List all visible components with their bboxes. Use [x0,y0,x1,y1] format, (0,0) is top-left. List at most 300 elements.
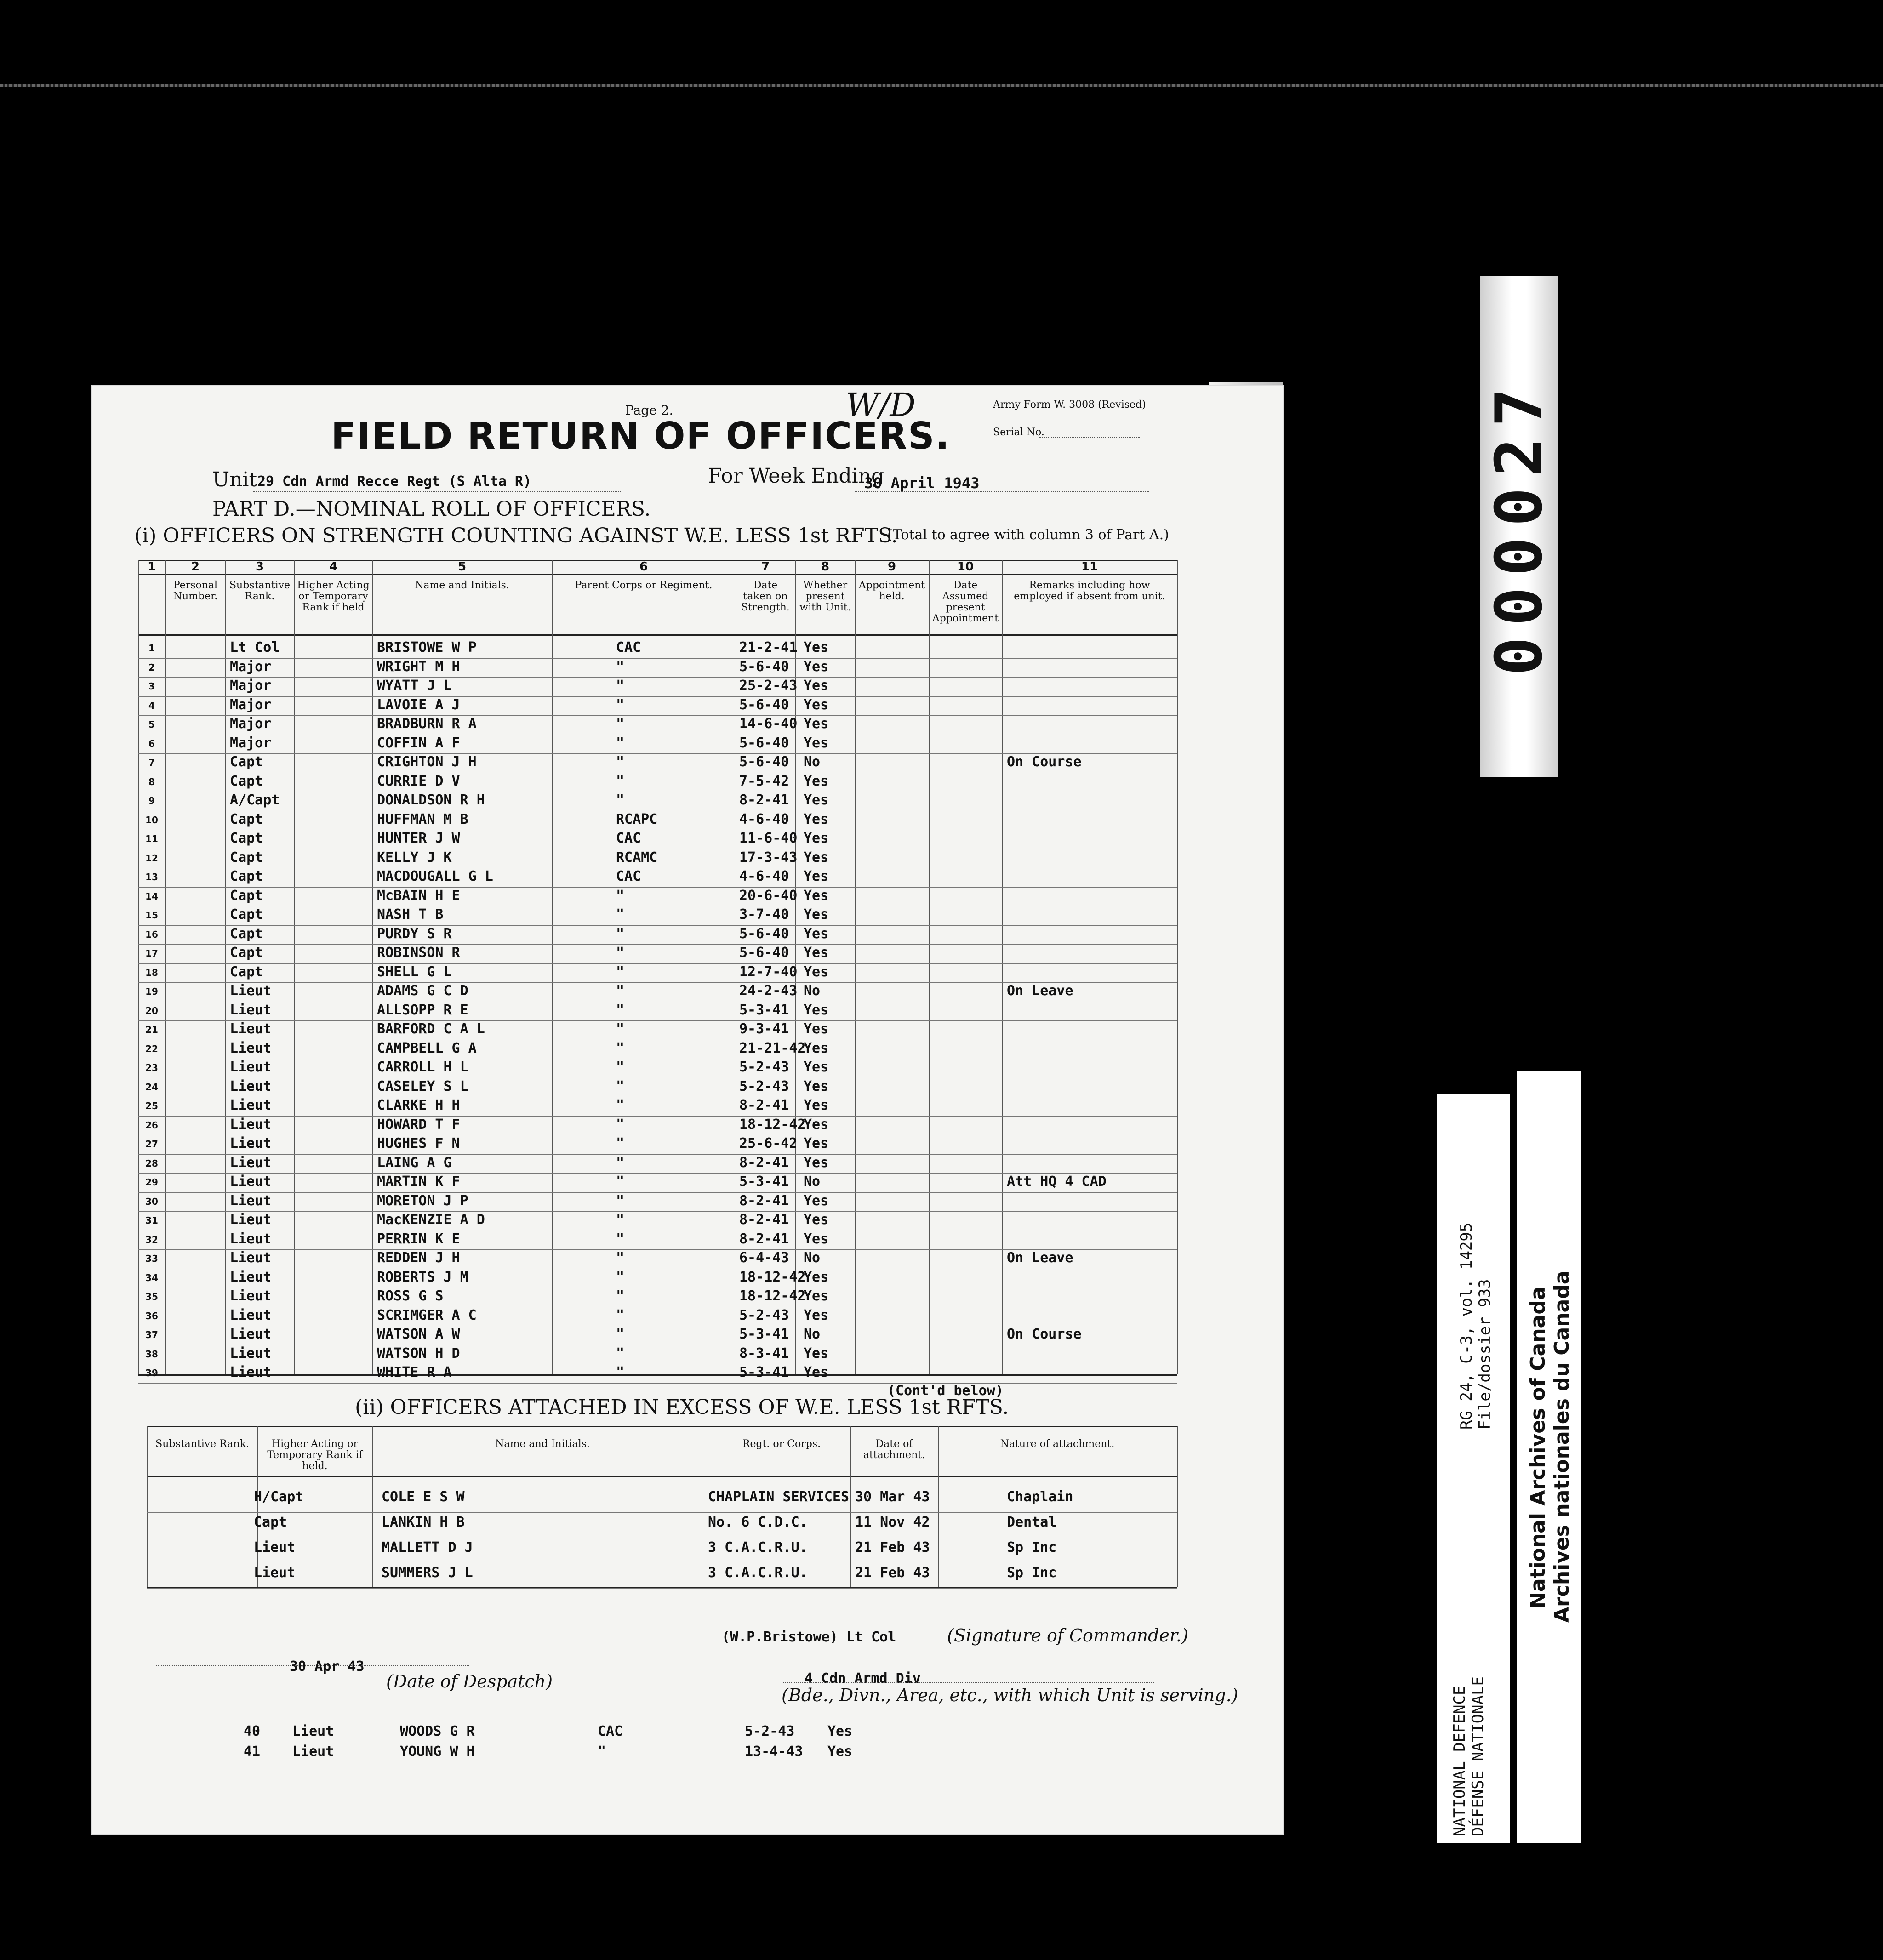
officer-corps: " [616,1059,625,1075]
row-number: 6 [148,738,155,749]
department-fr: DÉFENSE NATIONALE [1469,1676,1487,1836]
date-on-strength: 4-6-40 [739,868,789,884]
officer-corps: CAC [616,868,641,884]
week-ending-value: 30 April 1943 [864,474,980,492]
date-on-strength: 5-3-41 [739,1002,789,1018]
officer-corps: " [616,983,625,999]
date-on-strength: 18-12-42 [739,1269,806,1285]
present-with-unit: Yes [804,1097,829,1113]
table-column-rule [138,560,139,1374]
present-with-unit: Yes [804,658,829,675]
column-header: Appointment held. [858,580,925,602]
column-header: Date taken on Strength. [741,580,790,613]
present-with-unit: Yes [804,639,829,655]
present-with-unit: No [804,1326,821,1342]
section-ii-column-header: Higher Acting or Temporary Rank if held. [267,1438,363,1472]
section-ii-column-header: Regt. or Corps. [742,1438,821,1450]
formation-dots [782,1682,1154,1683]
officer-corps: " [616,678,625,694]
column-header: Personal Number. [173,580,218,602]
row-number: 22 [145,1043,158,1054]
officer-rank: Lieut [292,1723,334,1739]
officer-rank: Lieut [230,1002,272,1018]
present-with-unit: Yes [804,887,829,904]
officer-name: HUNTER J W [377,830,460,846]
row-rule [147,1512,1177,1513]
signature-label: (Signature of Commander.) [947,1625,1188,1646]
attached-corps: 3 C.A.C.R.U. [708,1565,808,1581]
officer-rank: Lieut [230,1116,272,1133]
officer-name: COFFIN A F [377,735,460,751]
officer-name: PERRIN K E [377,1231,460,1247]
row-number: 37 [145,1329,158,1340]
present-with-unit: Yes [804,1307,829,1323]
table-header-rule [138,634,1177,636]
officer-corps: " [616,1002,625,1018]
attached-name: MALLETT D J [382,1539,473,1555]
officer-name: BRISTOWE W P [377,639,477,655]
present-with-unit: Yes [804,1231,829,1247]
attached-rank: Lieut [254,1539,296,1555]
present-with-unit: Yes [804,1345,829,1362]
officer-name: DONALDSON R H [377,792,485,808]
officer-rank: Major [230,658,272,675]
archives-name-fr: Archives nationales du Canada [1550,1271,1574,1623]
column-number: 5 [457,560,467,574]
present-with-unit: Yes [804,868,829,884]
officer-name: BRADBURN R A [377,716,477,732]
officer-name: KELLY J K [377,849,452,866]
continued-note: (Cont'd below) [887,1383,1004,1399]
table-bottom-rule [138,1374,1177,1376]
attachment-date: 11 Nov 42 [855,1514,930,1530]
date-on-strength: 13-4-43 [745,1743,803,1760]
officer-corps: " [616,887,625,904]
attached-rank: Capt [254,1514,287,1530]
date-on-strength: 8-2-41 [739,1154,789,1171]
officer-name: WRIGHT M H [377,658,460,675]
officer-rank: Capt [230,830,263,846]
present-with-unit: Yes [804,1040,829,1056]
present-with-unit: No [804,1174,821,1190]
present-with-unit: Yes [804,830,829,846]
table-column-rule [1177,560,1178,1374]
date-on-strength: 20-6-40 [739,887,798,904]
officer-rank: Capt [230,963,263,980]
column-number: 3 [255,560,264,574]
attachment-nature: Sp Inc [1007,1565,1057,1581]
row-number: 17 [145,948,158,959]
officer-corps: CAC [616,639,641,655]
date-on-strength: 24-2-43 [739,983,798,999]
officer-rank: Lt Col [230,639,280,655]
attached-name: SUMMERS J L [382,1565,473,1581]
present-with-unit: Yes [804,1135,829,1151]
section-ii-top-rule [147,1426,1177,1427]
officer-corps: CAC [616,830,641,846]
officer-rank: A/Capt [230,792,280,808]
officer-corps: " [616,1250,625,1266]
officer-rank: Major [230,678,272,694]
date-on-strength: 5-6-40 [739,735,789,751]
row-number: 36 [145,1310,158,1322]
row-number: 12 [145,852,158,864]
date-on-strength: 4-6-40 [739,811,789,827]
attached-rank: H/Capt [254,1489,304,1505]
officer-name: WATSON H D [377,1345,460,1362]
present-with-unit: Yes [804,849,829,866]
present-with-unit: Yes [804,963,829,980]
row-rule [138,715,1177,716]
officer-rank: Capt [230,811,263,827]
row-rule [138,658,1177,659]
row-rule [138,944,1177,945]
row-rule [138,1211,1177,1212]
row-number: 34 [145,1272,158,1283]
present-with-unit: No [804,754,821,770]
officer-name: YOUNG W H [400,1743,475,1760]
present-with-unit: Yes [804,1212,829,1228]
row-number: 39 [145,1367,158,1379]
column-number: 2 [191,560,200,574]
date-on-strength: 8-2-41 [739,1097,789,1113]
date-on-strength: 6-4-43 [739,1250,789,1266]
date-on-strength: 8-3-41 [739,1345,789,1362]
officer-rank: Lieut [230,1212,272,1228]
present-with-unit: Yes [804,811,829,827]
date-on-strength: 7-5-42 [739,773,789,789]
attached-corps: 3 C.A.C.R.U. [708,1539,808,1555]
officer-name: ROBERTS J M [377,1269,468,1285]
commander-signature: (W.P.Bristowe) Lt Col [722,1629,896,1645]
present-with-unit: Yes [804,1059,829,1075]
present-with-unit: Yes [827,1723,853,1739]
present-with-unit: Yes [804,696,829,713]
date-on-strength: 12-7-40 [739,963,798,980]
date-on-strength: 21-2-41 [739,639,798,655]
officer-corps: " [616,1021,625,1037]
officer-corps: " [616,1269,625,1285]
attached-corps: No. 6 C.D.C. [708,1514,808,1530]
officer-corps: " [616,1174,625,1190]
handwritten-note: W/D [846,386,916,424]
officer-rank: Lieut [230,1174,272,1190]
section-ii-column-header: Substantive Rank. [155,1438,249,1450]
row-rule [138,963,1177,964]
officer-name: HUFFMAN M B [377,811,468,827]
officer-corps: " [616,1345,625,1362]
officer-rank: Lieut [230,983,272,999]
present-with-unit: Yes [804,1002,829,1018]
officer-name: LAING A G [377,1154,452,1171]
officer-rank: Lieut [230,1250,272,1266]
officer-corps: " [598,1743,606,1760]
officer-corps: " [616,963,625,980]
officer-rank: Capt [230,754,263,770]
officer-name: CLARKE H H [377,1097,460,1113]
officer-corps: RCAPC [616,811,658,827]
officer-rank: Lieut [230,1345,272,1362]
form-number: Army Form W. 3008 (Revised) [993,399,1146,410]
officer-name: MARTIN K F [377,1174,460,1190]
officer-corps: " [616,1135,625,1151]
attachment-date: 21 Feb 43 [855,1565,930,1581]
row-number: 15 [145,910,158,921]
date-on-strength: 5-3-41 [739,1174,789,1190]
row-number: 32 [145,1234,158,1245]
officer-name: SHELL G L [377,963,452,980]
officer-rank: Major [230,735,272,751]
officer-corps: " [616,1212,625,1228]
officer-remarks: Att HQ 4 CAD [1007,1174,1107,1190]
table-column-rule [372,560,373,1374]
date-on-strength: 9-3-41 [739,1021,789,1037]
date-on-strength: 17-3-43 [739,849,798,866]
officer-name: MACDOUGALL G L [377,868,493,884]
officer-rank: Lieut [230,1192,272,1209]
row-number: 16 [145,929,158,940]
officer-remarks: On Course [1007,1326,1082,1342]
attachment-date: 30 Mar 43 [855,1489,930,1505]
officer-rank: Lieut [230,1059,272,1075]
page-number: Page 2. [625,403,673,418]
column-number: 9 [887,560,896,574]
officer-rank: Capt [230,925,263,942]
row-rule [138,1116,1177,1117]
table-column-rule [1002,560,1003,1374]
officer-rank: Lieut [292,1743,334,1760]
column-header: Parent Corps or Regiment. [575,580,713,591]
row-number: 2 [148,661,155,673]
row-number: 18 [145,967,158,978]
officer-name: ROBINSON R [377,945,460,961]
officer-name: WOODS G R [400,1723,475,1739]
column-number: 4 [329,560,338,574]
officer-name: WATSON A W [377,1326,460,1342]
section-ii-column-header: Name and Initials. [495,1438,590,1450]
officer-corps: " [616,1154,625,1171]
attachment-nature: Chaplain [1007,1489,1073,1505]
officer-remarks: On Leave [1007,983,1073,999]
present-with-unit: Yes [804,735,829,751]
officer-rank: Capt [230,773,263,789]
officer-name: PURDY S R [377,925,452,942]
officer-name: CASELEY S L [377,1078,468,1094]
officer-rank: Major [230,696,272,713]
present-with-unit: No [804,983,821,999]
date-on-strength: 5-6-40 [739,925,789,942]
officer-corps: " [616,1231,625,1247]
officer-remarks: On Leave [1007,1250,1073,1266]
despatch-date: 30 Apr 43 [290,1658,365,1675]
row-number: 19 [145,986,158,997]
officer-name: MacKENZIE A D [377,1212,485,1228]
date-on-strength: 21-21-42 [739,1040,806,1056]
officer-corps: " [616,1288,625,1304]
serial-dots [1039,437,1140,438]
column-number: 8 [821,560,830,574]
column-header: Remarks including how employed if absent from unit. [1014,580,1165,602]
officer-name: ALLSOPP R E [377,1002,468,1018]
row-number: 41 [244,1743,261,1760]
column-number: 7 [761,560,770,574]
officer-name: ADAMS G C D [377,983,468,999]
attachment-nature: Sp Inc [1007,1539,1057,1555]
officer-corps: " [616,1097,625,1113]
present-with-unit: Yes [804,945,829,961]
row-number: 7 [148,757,155,768]
row-number: 26 [145,1119,158,1131]
column-number: 10 [957,560,974,574]
row-rule [138,1154,1177,1155]
present-with-unit: Yes [804,1269,829,1285]
officer-corps: " [616,1040,625,1056]
officer-corps: " [616,1078,625,1094]
date-on-strength: 25-6-42 [739,1135,798,1151]
date-on-strength: 14-6-40 [739,716,798,732]
section-ii-column-header: Nature of attachment. [1000,1438,1115,1450]
row-number: 29 [145,1177,158,1188]
officer-rank: Lieut [230,1040,272,1056]
date-on-strength: 5-3-41 [739,1364,789,1380]
officer-name: WYATT J L [377,678,452,694]
row-number: 30 [145,1196,158,1207]
officer-name: CARROLL H L [377,1059,468,1075]
row-number: 13 [145,872,158,883]
date-on-strength: 8-2-41 [739,1192,789,1209]
formation-label: (Bde., Divn., Area, etc., with which Unit is serving.) [782,1685,1238,1705]
row-rule [147,1588,1177,1589]
date-on-strength: 5-2-43 [739,1307,789,1323]
column-header: Higher Acting or Temporary Rank if held [297,580,370,613]
officer-corps: RCAMC [616,849,658,866]
officer-name: BARFORD C A L [377,1021,485,1037]
archives-name-en: National Archives of Canada [1526,1286,1550,1609]
section-i-heading: (i) OFFICERS ON STRENGTH COUNTING AGAINST W.E. LESS 1st RFTS. [134,524,898,547]
unit-dots [253,491,621,492]
page-title: FIELD RETURN OF OFFICERS. [331,415,951,457]
archive-ref-line2: File/dossier 933 [1476,1279,1494,1430]
date-on-strength: 5-6-40 [739,696,789,713]
officer-remarks: On Course [1007,754,1082,770]
column-number: 11 [1081,560,1098,574]
date-on-strength: 5-6-40 [739,945,789,961]
column-header: Substantive Rank. [229,580,291,602]
officer-name: REDDEN J H [377,1250,460,1266]
archive-ref-line1: RG 24, C-3, vol. 14295 [1457,1222,1476,1430]
officer-rank: Capt [230,945,263,961]
table-column-rule [225,560,226,1374]
row-number: 25 [145,1100,158,1111]
table-number-rule [138,574,1177,575]
officer-rank: Lieut [230,1269,272,1285]
officer-corps: " [616,792,625,808]
week-dots [855,491,1149,492]
date-on-strength: 5-6-40 [739,658,789,675]
row-number: 8 [148,776,155,787]
date-on-strength: 5-6-40 [739,754,789,770]
officer-corps: " [616,945,625,961]
officer-rank: Lieut [230,1097,272,1113]
present-with-unit: Yes [804,906,829,923]
row-number: 40 [244,1723,261,1739]
officer-name: MORETON J P [377,1192,468,1209]
column-number: 6 [639,560,648,574]
present-with-unit: Yes [804,925,829,942]
column-header: Name and Initials. [415,580,509,591]
officer-corps: " [616,1364,625,1380]
department-en: NATIONAL DEFENCE [1450,1686,1469,1836]
row-number: 4 [148,700,155,711]
row-number: 11 [145,833,158,844]
row-number: 35 [145,1291,158,1302]
row-number: 23 [145,1062,158,1073]
row-number: 10 [145,814,158,826]
document-page [92,386,1283,1834]
table-column-rule [294,560,295,1374]
present-with-unit: Yes [804,1364,829,1380]
officer-corps: " [616,906,625,923]
column-number: 1 [147,560,156,574]
row-rule [138,925,1177,926]
part-d-heading: PART D.—NOMINAL ROLL OF OFFICERS. [212,497,651,521]
attachment-date: 21 Feb 43 [855,1539,930,1555]
present-with-unit: Yes [804,716,829,732]
officer-name: McBAIN H E [377,887,460,904]
officer-rank: Lieut [230,1326,272,1342]
officer-name: CRIGHTON J H [377,754,477,770]
officer-corps: " [616,1192,625,1209]
officer-corps: " [616,735,625,751]
row-number: 3 [148,681,155,692]
date-on-strength: 8-2-41 [739,792,789,808]
attachment-nature: Dental [1007,1514,1057,1530]
officer-rank: Lieut [230,1135,272,1151]
present-with-unit: Yes [804,1154,829,1171]
row-rule [138,677,1177,678]
serial-label: Serial No. [993,427,1044,438]
date-on-strength: 3-7-40 [739,906,789,923]
present-with-unit: Yes [804,1021,829,1037]
officer-name: LAVOIE A J [377,696,460,713]
row-rule [138,1020,1177,1021]
present-with-unit: Yes [804,1078,829,1094]
row-number: 5 [148,719,155,730]
date-on-strength: 18-12-42 [739,1288,806,1304]
officer-name: SCRIMGER A C [377,1307,477,1323]
officer-corps: " [616,754,625,770]
row-rule [138,696,1177,697]
present-with-unit: Yes [804,792,829,808]
table-column-rule [929,560,930,1374]
officer-corps: " [616,696,625,713]
row-number: 27 [145,1139,158,1150]
row-rule [138,887,1177,888]
section-ii-column-rule [1177,1426,1178,1587]
attached-rank: Lieut [254,1565,296,1581]
officer-rank: Capt [230,868,263,884]
attached-name: LANKIN H B [382,1514,465,1530]
officer-name: HOWARD T F [377,1116,460,1133]
section-ii-column-header: Date of attachment. [863,1438,925,1461]
date-on-strength: 8-2-41 [739,1212,789,1228]
officer-corps: CAC [598,1723,623,1739]
row-number: 21 [145,1024,158,1035]
present-with-unit: Yes [827,1743,853,1760]
unit-value: 29 Cdn Armd Recce Regt (S Alta R) [257,473,532,490]
unit-label: Unit [212,468,257,491]
date-on-strength: 5-2-43 [739,1078,789,1094]
